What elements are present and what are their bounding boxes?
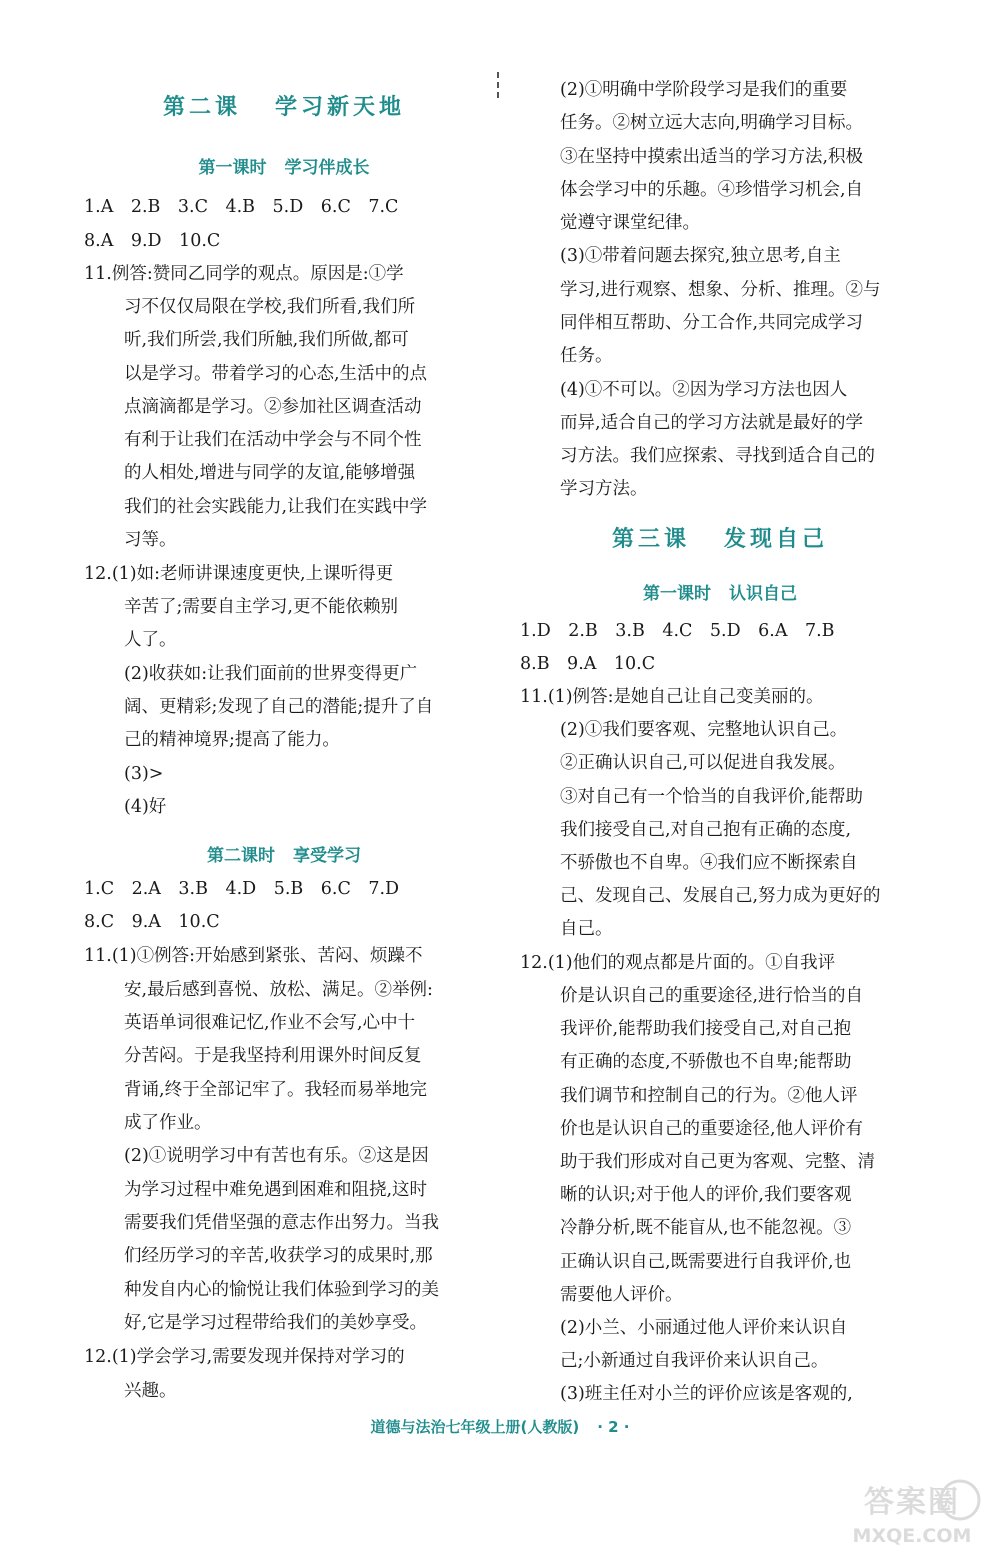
answer-line: 正确认识自己,既需要进行自我评价,也	[560, 1252, 852, 1272]
answer-line: 助于我们形成对自己更为客观、完整、清	[560, 1152, 875, 1172]
answer-line: 习不仅仅局限在学校,我们所看,我们所	[124, 297, 416, 317]
answer-line: ②正确认识自己,可以促进自我发展。	[560, 753, 846, 773]
answer-line: 们经历学习的辛苦,收获学习的成果时,那	[124, 1246, 433, 1266]
answer-line: 12.(1)他们的观点都是片面的。①自我评	[520, 953, 836, 973]
page-number: · 2 ·	[597, 1418, 630, 1436]
session-title-2-1: 第一课时 学习伴成长	[198, 158, 370, 178]
answer-line: (2)①说明学习中有苦也有乐。②这是因	[124, 1146, 429, 1166]
answer-line: (2)①明确中学阶段学习是我们的重要	[560, 80, 848, 100]
session-title-3-1: 第一课时 认识自己	[643, 584, 797, 604]
answer-line: 价也是认识自己的重要途径,他人评价有	[560, 1119, 864, 1139]
answer-line: 觉遵守课堂纪律。	[560, 213, 700, 233]
answer-line: 安,最后感到喜悦、放松、满足。②举例:	[124, 980, 433, 1000]
answer-line: 我们接受自己,对自己抱有正确的态度,	[560, 820, 852, 840]
answer-line: 冷静分析,既不能盲从,也不能忽视。③	[560, 1218, 852, 1238]
answer-line: 辛苦了;需要自主学习,更不能依赖别	[124, 597, 398, 617]
answer-line: 种发自内心的愉悦让我们体验到学习的美	[124, 1280, 439, 1300]
watermark-logo-text: 答案圈	[864, 1485, 960, 1520]
answer-line: ③在坚持中摸索出适当的学习方法,积极	[560, 147, 864, 167]
answer-line: 学习,进行观察、想象、分析、推理。②与	[560, 280, 881, 300]
answer-line: 自己。	[560, 919, 613, 939]
answer-line: 11.(1)①例答:开始感到紧张、苦闷、烦躁不	[84, 946, 423, 966]
answer-line: 任务。	[560, 346, 613, 366]
answer-line: 任务。②树立远大志向,明确学习目标。	[560, 113, 864, 133]
answer-line: 兴趣。	[124, 1381, 177, 1401]
answer-line: 晰的认识;对于他人的评价,我们要客观	[560, 1185, 852, 1205]
answer-line: 8.B 9.A 10.C	[520, 654, 656, 674]
answer-line: 己、发现自己、发展自己,努力成为更好的	[560, 886, 881, 906]
answer-line: 8.C 9.A 10.C	[84, 912, 220, 932]
answer-line: 好,它是学习过程带给我们的美妙享受。	[124, 1313, 428, 1333]
answer-line: (4)好	[124, 797, 167, 817]
answer-line: (2)小兰、小丽通过他人评价来认识自	[560, 1318, 848, 1338]
answer-line: (4)①不可以。②因为学习方法也因人	[560, 380, 848, 400]
answer-line: 1.C 2.A 3.B 4.D 5.B 6.C 7.D	[84, 879, 400, 899]
book-title: 道德与法治七年级上册(人教版)	[370, 1418, 580, 1436]
answer-line: (3)>	[124, 764, 164, 784]
session-title-2-2: 第二课时 享受学习	[207, 846, 361, 866]
answer-line: 点滴滴都是学习。②参加社区调查活动	[124, 397, 422, 417]
answer-line: 为学习过程中难免遇到困难和阻挠,这时	[124, 1180, 428, 1200]
lesson-title-2: 第二课 学习新天地	[162, 95, 406, 120]
answer-line: 我评价,能帮助我们接受自己,对自己抱	[560, 1019, 852, 1039]
answer-line: 以是学习。带着学习的心态,生活中的点	[124, 364, 428, 384]
answer-line: 1.A 2.B 3.C 4.B 5.D 6.C 7.C	[84, 197, 399, 217]
answer-line: 习方法。我们应探索、寻找到适合自己的	[560, 446, 875, 466]
answer-line: 11.(1)例答:是她自己让自己变美丽的。	[520, 687, 824, 707]
answer-line: 而异,适合自己的学习方法就是最好的学	[560, 413, 864, 433]
answer-line: 价是认识自己的重要途径,进行恰当的自	[560, 986, 864, 1006]
column-divider	[497, 72, 499, 98]
answer-line: 的人相处,增进与同学的友谊,能够增强	[124, 463, 416, 483]
answer-line: 己的精神境界;提高了能力。	[124, 730, 340, 750]
watermark-url-text: MXQE.COM	[852, 1525, 972, 1547]
answer-line: 习等。	[124, 530, 177, 550]
answer-line: 11.例答:赞同乙同学的观点。原因是:①学	[84, 264, 404, 284]
answer-line: 需要我们凭借坚强的意志作出努力。当我	[124, 1213, 439, 1233]
answer-line: 阔、更精彩;发现了自己的潜能;提升了自	[124, 697, 434, 717]
answer-line: 分苦闷。于是我坚持利用课外时间反复	[124, 1046, 422, 1066]
answer-line: 需要他人评价。	[560, 1285, 683, 1305]
watermark-logo-graphic	[800, 1478, 985, 1548]
answer-line: 人了。	[124, 630, 177, 650]
answer-line: 同伴相互帮助、分工合作,共同完成学习	[560, 313, 864, 333]
answer-line: 己;小新通过自我评价来认识自己。	[560, 1351, 829, 1371]
lesson-title-3: 第三课 发现自己	[611, 527, 829, 552]
answer-line: (3)班主任对小兰的评价应该是客观的,	[560, 1384, 853, 1404]
answer-line: 12.(1)学会学习,需要发现并保持对学习的	[84, 1347, 405, 1367]
answer-line: ③对自己有一个恰当的自我评价,能帮助	[560, 787, 864, 807]
answer-line: (2)收获如:让我们面前的世界变得更广	[124, 664, 418, 684]
answer-line: 1.D 2.B 3.B 4.C 5.D 6.A 7.B	[520, 621, 835, 641]
page-footer	[0, 1416, 1000, 1437]
answer-line: 我们的社会实践能力,让我们在实践中学	[124, 497, 428, 517]
answer-line: 有正确的态度,不骄傲也不自卑;能帮助	[560, 1052, 852, 1072]
answer-line: (2)①我们要客观、完整地认识自己。	[560, 720, 848, 740]
answer-line: 背诵,终于全部记牢了。我轻而易举地完	[124, 1080, 428, 1100]
answer-line: 12.(1)如:老师讲课速度更快,上课听得更	[84, 564, 394, 584]
answer-line: 学习方法。	[560, 479, 648, 499]
answer-line: (3)①带着问题去探究,独立思考,自主	[560, 246, 841, 266]
answer-line: 8.A 9.D 10.C	[84, 231, 221, 251]
answer-line: 听,我们所尝,我们所触,我们所做,都可	[124, 330, 409, 350]
watermark-logo	[800, 1478, 985, 1548]
answer-line: 我们调节和控制自己的行为。②他人评	[560, 1086, 858, 1106]
answer-line: 体会学习中的乐趣。④珍惜学习机会,自	[560, 180, 864, 200]
answer-line: 成了作业。	[124, 1113, 212, 1133]
answer-line: 不骄傲也不自卑。④我们应不断探索自	[560, 853, 858, 873]
answer-line: 英语单词很难记忆,作业不会写,心中十	[124, 1013, 416, 1033]
answer-line: 有利于让我们在活动中学会与不同个性	[124, 430, 422, 450]
